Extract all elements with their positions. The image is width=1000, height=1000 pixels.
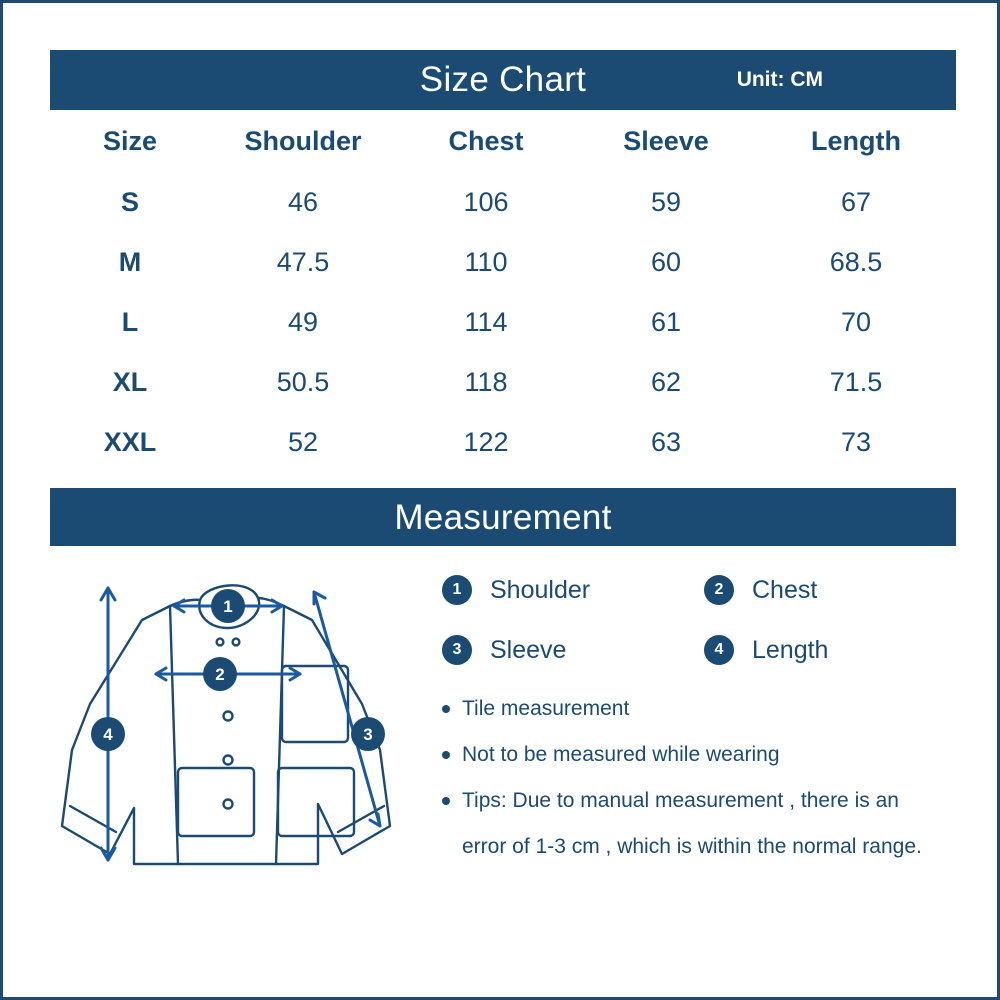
column-header-chest: Chest: [448, 125, 524, 156]
legend-badge-2: 2: [704, 575, 734, 605]
diagram-marker-3: [351, 717, 385, 751]
cell-size: S: [120, 186, 139, 217]
legend-item-chest: [704, 575, 817, 605]
cell-size: XXL: [103, 426, 157, 457]
size-table: [50, 110, 956, 472]
cell-size: XL: [112, 366, 148, 397]
bullet-icon: [442, 751, 450, 759]
cell-size: L: [121, 306, 139, 337]
diagram-marker-2: [203, 657, 237, 691]
cell-size: M: [118, 246, 142, 277]
legend-row: [442, 620, 956, 680]
cell-shoulder: 46: [287, 186, 319, 217]
diagram-marker-4: [91, 717, 125, 751]
svg-text:1: 1: [223, 597, 233, 616]
legend-label-sleeve: Sleeve: [490, 635, 567, 664]
legend-badge-1: 1: [442, 575, 472, 605]
measurement-title: Measurement: [394, 498, 612, 537]
note-text: error of 1-3 cm , which is within the normal range.: [462, 835, 922, 858]
measurement-header: [50, 488, 956, 546]
table-header-row: [50, 110, 956, 172]
measurement-notes: [442, 694, 956, 878]
note-continuation: [442, 832, 956, 862]
table-row: [50, 172, 956, 232]
jacket-illustration-svg: [50, 554, 450, 884]
cell-length: 67: [840, 186, 872, 217]
jacket-diagram: [50, 554, 450, 884]
column-header-sleeve: Sleeve: [623, 125, 709, 156]
note-item: [442, 694, 956, 724]
cell-length: 71.5: [829, 366, 883, 397]
note-text: Not to be measured while wearing: [462, 743, 780, 766]
legend-row: [442, 560, 956, 620]
cell-sleeve: 59: [650, 186, 682, 217]
table-row: [50, 352, 956, 412]
table-row: [50, 232, 956, 292]
legend-label-shoulder: Shoulder: [490, 575, 591, 604]
table-row: [50, 292, 956, 352]
size-chart-header: [50, 50, 956, 110]
cell-shoulder: 47.5: [276, 246, 330, 277]
diagram-marker-1: [211, 589, 245, 623]
legend-item-shoulder: [442, 575, 704, 605]
legend-item-sleeve: [442, 635, 704, 665]
content-area: [50, 50, 956, 956]
cell-chest: 106: [463, 186, 509, 217]
legend-badge-4: 4: [704, 635, 734, 665]
note-text: Tile measurement: [462, 697, 630, 720]
measurement-legend: [442, 560, 956, 680]
note-item: [442, 786, 956, 816]
column-header-length: Length: [811, 125, 901, 156]
cell-chest: 122: [463, 426, 509, 457]
unit-label: Unit: CM: [736, 68, 823, 91]
cell-length: 70: [840, 306, 872, 337]
measurement-body: [50, 554, 956, 884]
note-item: [442, 740, 956, 770]
svg-text:3: 3: [363, 725, 373, 744]
cell-length: 73: [840, 426, 872, 457]
cell-chest: 114: [464, 306, 508, 337]
svg-text:2: 2: [215, 665, 225, 684]
cell-sleeve: 63: [650, 426, 682, 457]
note-text: Tips: Due to manual measurement , there is an: [462, 789, 899, 812]
cell-sleeve: 60: [650, 246, 682, 277]
legend-label-chest: Chest: [752, 575, 818, 604]
column-header-size: Size: [102, 125, 158, 156]
cell-shoulder: 49: [287, 306, 319, 337]
legend-label-length: Length: [752, 635, 829, 664]
cell-chest: 110: [464, 246, 508, 277]
cell-shoulder: 50.5: [276, 366, 330, 397]
cell-sleeve: 62: [650, 366, 682, 397]
cell-shoulder: 52: [287, 426, 319, 457]
legend-badge-3: 3: [442, 635, 472, 665]
bullet-icon: [442, 705, 450, 713]
cell-sleeve: 61: [650, 306, 682, 337]
bullet-icon: [442, 797, 450, 805]
cell-length: 68.5: [829, 246, 883, 277]
legend-item-length: [704, 635, 828, 665]
svg-text:4: 4: [103, 725, 113, 744]
table-row: [50, 412, 956, 472]
size-chart-title: Size Chart: [419, 60, 587, 99]
column-header-shoulder: Shoulder: [244, 125, 362, 156]
cell-chest: 118: [464, 366, 508, 397]
